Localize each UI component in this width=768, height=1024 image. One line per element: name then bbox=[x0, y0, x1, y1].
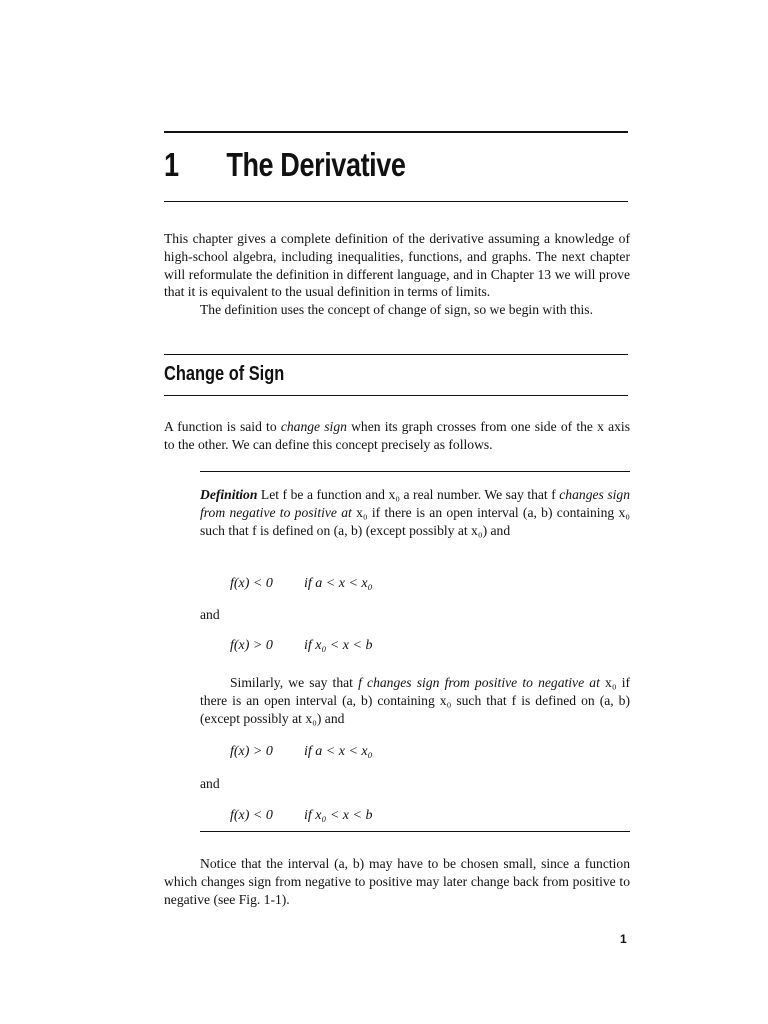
equation-2-rhs: if x₀ < x < b bbox=[304, 638, 373, 653]
and-label-2: and bbox=[200, 776, 220, 791]
equation-2 bbox=[230, 638, 372, 654]
and-label-1: and bbox=[200, 607, 220, 622]
chapter-top-rule bbox=[164, 131, 628, 133]
definition-text-2a: Similarly, we say that bbox=[230, 675, 359, 690]
intro-paragraph: This chapter gives a complete definition of the derivative assuming a knowledge of high-school algebra, including inequalities, functions, and graphs. The next chapter will reformulate the definition in different language, and in Chapter 13 we will prove that it is equivalent to the usual definition in terms of limits. bbox=[164, 231, 630, 300]
equation-4 bbox=[230, 808, 372, 824]
section-bottom-rule bbox=[164, 395, 628, 396]
lead-term: change sign bbox=[280, 419, 347, 434]
equation-1-lhs: f(x) < 0 bbox=[230, 576, 273, 591]
equation-1 bbox=[230, 576, 372, 592]
equation-3-rhs: if a < x < x₀ bbox=[304, 744, 373, 759]
definition-top-rule bbox=[200, 471, 630, 472]
chapter-number: 1 bbox=[164, 146, 179, 183]
equation-4-lhs: f(x) < 0 bbox=[230, 808, 273, 823]
equation-3-lhs: f(x) > 0 bbox=[230, 744, 273, 759]
notice-paragraph: Notice that the interval (a, b) may have to be chosen small, since a function which changes sign from negative to positive may later change back from positive to negative (see Fig. 1-1). bbox=[164, 856, 630, 907]
definition-text-2b: x₀ if there is an open interval (a, b) containing x₀ such that f is defined on (a, b) (except possibly at x₀) and bbox=[200, 675, 631, 726]
definition-term-2: f changes sign from positive to negative at bbox=[358, 675, 600, 690]
definition-paragraph bbox=[200, 486, 630, 539]
intro-paragraph-2: The definition uses the concept of change of sign, so we begin with this. bbox=[200, 302, 593, 317]
equation-1-rhs: if a < x < x₀ bbox=[304, 576, 373, 591]
chapter-bottom-rule bbox=[164, 201, 628, 202]
section-title: Change of Sign bbox=[164, 363, 285, 385]
section-lead bbox=[164, 418, 630, 454]
definition-term: changes sign from negative to positive at bbox=[200, 487, 630, 520]
definition-label: Definition bbox=[200, 487, 258, 502]
lead-text-1: A function is said to bbox=[164, 419, 281, 434]
section-top-rule bbox=[164, 354, 628, 355]
definition-bottom-rule bbox=[200, 831, 630, 832]
page-number: 1 bbox=[620, 932, 627, 946]
chapter-heading bbox=[164, 146, 544, 184]
equation-2-lhs: f(x) > 0 bbox=[230, 638, 273, 653]
equation-3 bbox=[230, 744, 372, 760]
definition-text-1a: Let f be a function and x₀ a real number. We say that f bbox=[257, 487, 560, 502]
chapter-title: The Derivative bbox=[226, 146, 406, 183]
definition-paragraph-2 bbox=[200, 674, 630, 727]
definition-text-1b: x₀ if there is an open interval (a, b) containing x₀ such that f is defined on (a, b) (except possibly at x₀) and bbox=[200, 504, 630, 538]
equation-4-rhs: if x₀ < x < b bbox=[304, 808, 373, 823]
lead-text-2: when its graph crosses from one side of the x axis to the other. We can define this concept precisely as follows. bbox=[164, 419, 630, 452]
